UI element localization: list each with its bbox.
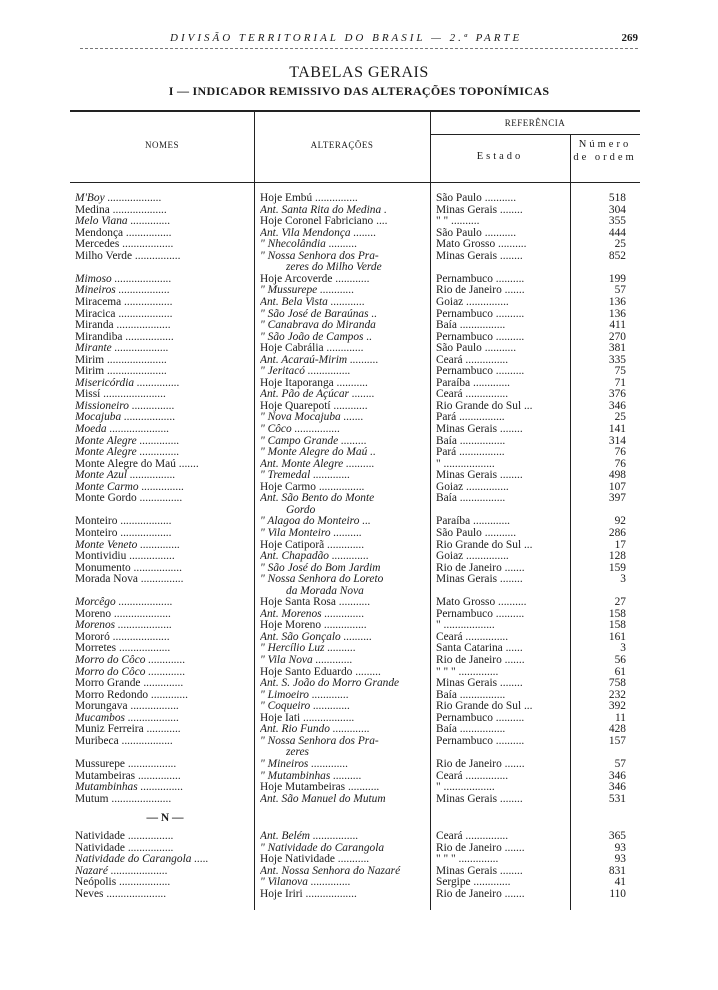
- header-numero: Número de ordem: [573, 139, 637, 163]
- row-numero: 3: [620, 573, 626, 586]
- row-name: Mutambeiras ...............: [75, 769, 181, 782]
- row-estado: " ..................: [436, 457, 495, 470]
- row-alteracao: " Mussurepe ............: [260, 284, 355, 297]
- row-estado: " " " ..............: [436, 853, 499, 866]
- row-numero: 158: [608, 619, 626, 632]
- row-numero: 411: [609, 319, 626, 332]
- row-alteracao: Ant. Santa Rita do Medina .: [260, 203, 387, 216]
- page-title: TABELAS GERAIS: [289, 64, 429, 81]
- row-alteracao: " Natividade do Carangola: [260, 841, 385, 854]
- row-estado: Minas Gerais ........: [436, 203, 523, 216]
- row-numero: 107: [608, 480, 626, 493]
- row-estado: Goiaz ...............: [436, 295, 509, 308]
- referencia-rule: [430, 134, 640, 135]
- row-name: Miranda ...................: [75, 319, 171, 332]
- row-numero: 158: [608, 607, 626, 620]
- row-alteracao: Ant. Belém ................: [260, 830, 359, 843]
- row-estado: Pernambuco ..........: [436, 307, 525, 320]
- row-name: Monte Azul ................: [75, 469, 176, 482]
- row-alteracao: " São João de Campos ..: [260, 330, 373, 343]
- row-name: Miracica ...................: [75, 307, 173, 320]
- row-estado: Rio de Janeiro .......: [436, 284, 525, 297]
- row-numero: 11: [615, 711, 626, 724]
- row-numero: 346: [608, 781, 626, 794]
- row-estado: Sergipe .............: [436, 876, 511, 889]
- row-numero: 136: [608, 295, 626, 308]
- row-estado: Minas Gerais ........: [436, 677, 523, 690]
- row-name: Morretes ..................: [75, 642, 171, 655]
- running-head-rule: [80, 48, 638, 49]
- row-numero: 56: [614, 654, 626, 666]
- row-alteracao: Hoje Iati ..................: [260, 711, 355, 724]
- row-numero: 17: [614, 538, 626, 551]
- row-numero: 365: [608, 830, 626, 843]
- row-estado: Baía ................: [436, 319, 506, 332]
- row-numero: 346: [608, 769, 626, 782]
- row-numero: 758: [608, 677, 626, 690]
- row-alteracao: Hoje Carmo ................: [260, 480, 365, 493]
- row-alteracao: Ant. São Bento do Monte: [260, 492, 375, 505]
- col-divider-1: [254, 110, 255, 910]
- row-name: Monteiro ..................: [75, 515, 172, 528]
- row-name: Montividiu ................: [75, 550, 175, 563]
- running-head-title: DIVISÃO TERRITORIAL DO BRASIL — 2.ª PARTE: [170, 32, 523, 44]
- row-name: Monte Gordo ...............: [75, 492, 183, 505]
- row-name: Missioneiro ...............: [75, 399, 175, 412]
- row-name: Mirim .....................: [75, 365, 167, 378]
- header-referencia: REFERÊNCIA: [504, 118, 566, 128]
- row-estado: Ceará ...............: [436, 830, 509, 843]
- row-numero: 93: [614, 841, 626, 854]
- row-numero: 498: [608, 469, 626, 482]
- row-name: Morro Grande ..............: [75, 677, 184, 690]
- row-name: Monteiro ..................: [75, 526, 172, 539]
- row-name: Nazaré ....................: [75, 864, 168, 877]
- row-numero: 355: [608, 215, 626, 228]
- row-alteracao: " Campo Grande .........: [260, 434, 367, 447]
- row-name: Natividade ................: [75, 841, 174, 854]
- row-name: Monte Alegre do Maú .......: [75, 457, 199, 470]
- row-alteracao: " Canabrava do Miranda: [260, 319, 376, 332]
- row-estado: São Paulo ...........: [436, 226, 517, 239]
- row-numero: 61: [614, 665, 626, 678]
- row-name: Monte Alegre ..............: [75, 434, 180, 447]
- row-estado: Minas Gerais ........: [436, 249, 523, 262]
- row-name: Mocajuba ..................: [75, 411, 176, 424]
- page-subtitle: I — INDICADOR REMISSIVO DAS ALTERAÇÕES TOPONÍMICAS: [168, 84, 550, 98]
- header-alteracoes: ALTERAÇÕES: [310, 140, 374, 150]
- row-numero: 852: [608, 249, 626, 262]
- row-alteracao: Ant. S. João do Morro Grande: [260, 677, 400, 690]
- row-name: Mendonça ................: [75, 226, 172, 239]
- row-numero: 518: [608, 192, 626, 204]
- row-alteracao: Hoje Quarepotí ............: [260, 399, 368, 412]
- row-numero: 346: [608, 399, 626, 412]
- row-name: M'Boy ...................: [75, 192, 162, 204]
- row-estado: Rio Grande do Sul ...: [436, 700, 533, 713]
- row-estado: Ceará ...............: [436, 630, 509, 643]
- row-numero: 136: [608, 307, 626, 320]
- row-alteracao: Hoje Coronel Fabriciano ....: [260, 215, 388, 228]
- row-name: Moreno ....................: [75, 607, 171, 620]
- row-estado: Pernambuco ..........: [436, 272, 525, 285]
- row-alteracao: " Vila Monteiro ..........: [260, 526, 362, 539]
- row-name: Mirandiba .................: [75, 330, 174, 343]
- row-alteracao: Ant. Pão de Açúcar ........: [260, 388, 375, 401]
- row-alteracao: Hoje Iriri ..................: [260, 887, 357, 900]
- row-name: Mutambinhas ...............: [75, 781, 184, 794]
- row-alteracao: Ant. Chapadão .............: [260, 550, 369, 563]
- row-estado: Pernambuco ..........: [436, 734, 525, 747]
- row-numero: 141: [608, 423, 626, 435]
- row-name: Moeda .....................: [75, 423, 170, 435]
- row-name: Mirim .....................: [75, 353, 167, 366]
- row-alteracao: " Nhecolândia ..........: [260, 238, 358, 251]
- row-alteracao: Ant. Nossa Senhora do Nazaré: [260, 864, 401, 877]
- row-numero: 531: [608, 792, 626, 805]
- row-estado: " ..................: [436, 781, 495, 794]
- row-alteracao: Ant. Morenos ..............: [260, 607, 365, 620]
- row-name: Natividade do Carangola .....: [75, 853, 209, 866]
- row-alteracao: " Hercílio Luz ..........: [260, 642, 356, 655]
- row-alteracao: " Monte Alegre do Maú ..: [260, 446, 376, 459]
- row-name: Mutum .....................: [75, 792, 172, 805]
- row-alteracao: " Nossa Senhora dos Pra-: [260, 734, 379, 747]
- row-estado: Minas Gerais ........: [436, 573, 523, 586]
- row-alteracao: Ant. Rio Fundo .............: [260, 723, 370, 736]
- row-numero: 92: [614, 515, 626, 528]
- row-name: Muniz Ferreira ............: [75, 723, 181, 736]
- row-estado: Rio Grande do Sul ...: [436, 538, 533, 551]
- row-numero: 76: [614, 446, 626, 459]
- row-name: Morcêgo ...................: [75, 596, 173, 609]
- row-name: Milho Verde ................: [75, 249, 181, 262]
- row-numero: 159: [608, 561, 626, 574]
- row-alteracao: Hoje Arcoverde ............: [260, 272, 370, 285]
- row-alteracao: Ant. Vila Mendonça ........: [260, 226, 377, 239]
- row-alteracao: " Mutambinhas ..........: [260, 769, 362, 782]
- row-name: Miracema .................: [75, 295, 173, 308]
- row-alteracao: " Coqueiro .............: [260, 700, 351, 713]
- row-numero: 397: [608, 492, 626, 505]
- row-estado: Rio Grande do Sul ...: [436, 399, 533, 412]
- row-estado: Minas Gerais ........: [436, 792, 523, 805]
- row-name: Monte Veneto ..............: [75, 538, 181, 551]
- row-estado: Mato Grosso ..........: [436, 238, 527, 251]
- row-alteracao: Hoje Cabrália .............: [260, 342, 364, 355]
- row-numero: 376: [608, 388, 626, 401]
- header-estado: Estado: [476, 151, 524, 162]
- row-estado: Rio de Janeiro .......: [436, 841, 525, 854]
- row-estado: Baía ................: [436, 723, 506, 736]
- row-name: Misericórdia ...............: [75, 376, 180, 389]
- row-alteracao: Hoje Catiporã .............: [260, 538, 365, 551]
- row-alteracao: " Limoeiro .............: [260, 688, 349, 701]
- running-head: [0, 30, 718, 50]
- row-estado: " ..................: [436, 619, 495, 632]
- row-numero: 381: [608, 342, 626, 355]
- row-alteracao: " Nova Mocajuba .......: [260, 411, 364, 424]
- row-estado: Ceará ...............: [436, 388, 509, 401]
- row-numero: 41: [614, 876, 626, 889]
- row-alteracao: Ant. São Manuel do Mutum: [260, 792, 386, 805]
- row-name: Mimoso ....................: [75, 272, 172, 285]
- row-numero: 831: [608, 864, 626, 877]
- row-estado: Goiaz ...............: [436, 550, 509, 563]
- row-alteracao: " Nossa Senhora do Loreto: [260, 573, 384, 586]
- row-alteracao: Hoje Embú ...............: [260, 192, 358, 204]
- row-estado: Rio de Janeiro .......: [436, 561, 525, 574]
- row-numero: 314: [608, 434, 626, 447]
- row-estado: Minas Gerais ........: [436, 469, 523, 482]
- row-alteracao: " Jeritacó ...............: [260, 365, 351, 378]
- row-numero: 128: [608, 550, 626, 563]
- row-numero: 25: [614, 411, 626, 424]
- row-name: Monte Carmo ...............: [75, 480, 185, 493]
- row-estado: Goiaz ...............: [436, 480, 509, 493]
- row-estado: São Paulo ...........: [436, 342, 517, 355]
- row-name: Morro Redondo .............: [75, 688, 188, 701]
- table-top-rule: [70, 110, 640, 112]
- row-estado: Minas Gerais ........: [436, 423, 523, 435]
- row-numero: 270: [608, 330, 626, 343]
- row-estado: " " " ..............: [436, 665, 499, 678]
- row-alteracao: Hoje Santo Eduardo .........: [260, 665, 381, 678]
- row-numero: 75: [614, 365, 626, 378]
- row-estado: Rio de Janeiro .......: [436, 757, 525, 770]
- row-numero: 27: [614, 596, 626, 609]
- row-name: Mineiros ..................: [75, 284, 170, 297]
- row-alteracao: Hoje Natividade ...........: [260, 853, 370, 866]
- row-alteracao: " Alagoa do Monteiro ...: [260, 515, 371, 528]
- row-name: Morro do Côco .............: [75, 665, 186, 678]
- row-name: Morenos ...................: [75, 619, 173, 632]
- row-name: Medina ...................: [75, 203, 167, 216]
- row-estado: Minas Gerais ........: [436, 864, 523, 877]
- row-numero: 232: [608, 688, 626, 701]
- row-estado: Paraíba .............: [436, 515, 511, 528]
- row-alteracao: Hoje Santa Rosa ...........: [260, 596, 371, 609]
- row-estado: São Paulo ...........: [436, 526, 517, 539]
- row-numero: 199: [608, 272, 626, 285]
- row-numero: 157: [608, 734, 626, 747]
- row-numero: 57: [614, 284, 626, 297]
- row-name: Mororó ....................: [75, 630, 170, 643]
- row-estado: " " ..........: [436, 215, 480, 228]
- row-name: Neópolis ..................: [75, 876, 171, 889]
- row-name: Melo Viana ..............: [75, 215, 171, 228]
- header-bottom-rule: [70, 182, 640, 183]
- row-alteracao: " Tremedal .............: [260, 469, 351, 482]
- row-alteracao: Ant. Bela Vista ............: [260, 295, 365, 308]
- row-name: Muribeca ..................: [75, 734, 173, 747]
- row-numero: 110: [609, 887, 626, 900]
- row-estado: Rio de Janeiro .......: [436, 654, 525, 666]
- row-alteracao: " Côco ................: [260, 423, 341, 435]
- row-estado: Baía ................: [436, 434, 506, 447]
- row-name: Neves .....................: [75, 887, 167, 900]
- row-estado: Pernambuco ..........: [436, 711, 525, 724]
- row-alteracao: Ant. Monte Alegre ..........: [260, 457, 375, 470]
- row-alteracao: da Morada Nova: [286, 584, 364, 597]
- row-numero: 93: [614, 853, 626, 866]
- row-estado: Pará ................: [436, 411, 505, 424]
- row-estado: Mato Grosso ..........: [436, 596, 527, 609]
- row-numero: 444: [608, 226, 626, 239]
- row-alteracao: " Nossa Senhora dos Pra-: [260, 249, 379, 262]
- row-estado: Pará ................: [436, 446, 505, 459]
- row-name: Mercedes ..................: [75, 238, 174, 251]
- row-numero: 71: [614, 376, 626, 389]
- col-divider-2: [430, 110, 431, 910]
- row-numero: 161: [608, 630, 626, 643]
- row-estado: Ceará ...............: [436, 769, 509, 782]
- row-name: Morungava .................: [75, 700, 179, 713]
- row-numero: 286: [608, 526, 626, 539]
- row-estado: Ceará ...............: [436, 353, 509, 366]
- row-alteracao: Ant. São Gonçalo ..........: [260, 630, 372, 643]
- row-name: Monumento .................: [75, 561, 182, 574]
- row-alteracao: Hoje Itaporanga ...........: [260, 376, 368, 389]
- row-numero: 3: [620, 642, 626, 655]
- row-estado: Pernambuco ..........: [436, 330, 525, 343]
- row-name: Mussurepe .................: [75, 757, 177, 770]
- row-name: Mirante ...................: [75, 342, 169, 355]
- row-estado: São Paulo ...........: [436, 192, 517, 204]
- row-alteracao: zeres do Milho Verde: [286, 261, 382, 274]
- row-name: Missí ......................: [75, 388, 166, 401]
- row-alteracao: " São José de Baraúnas ..: [260, 307, 378, 320]
- section-separator-n: — N —: [146, 812, 184, 825]
- row-name: Mucambos ..................: [75, 711, 180, 724]
- row-numero: 392: [608, 700, 626, 713]
- row-alteracao: " Vila Nova .............: [260, 654, 353, 666]
- row-name: Morada Nova ...............: [75, 573, 184, 586]
- row-name: Morro do Côco .............: [75, 654, 186, 666]
- row-estado: Paraíba .............: [436, 376, 511, 389]
- row-numero: 57: [614, 757, 626, 770]
- row-alteracao: Ant. Acaraú-Mirim ..........: [260, 353, 379, 366]
- row-estado: Pernambuco ..........: [436, 607, 525, 620]
- row-numero: 76: [614, 457, 626, 470]
- header-nomes: NOMES: [144, 140, 179, 150]
- row-numero: 335: [608, 353, 626, 366]
- row-alteracao: Hoje Moreno ...............: [260, 619, 367, 632]
- row-name: Natividade ................: [75, 830, 174, 843]
- row-estado: Baía ................: [436, 688, 506, 701]
- row-numero: 25: [614, 238, 626, 251]
- row-alteracao: Hoje Mutambeiras ...........: [260, 781, 380, 794]
- row-alteracao: " Mineiros .............: [260, 757, 349, 770]
- row-estado: Baía ................: [436, 492, 506, 505]
- row-numero: 428: [608, 723, 626, 736]
- row-numero: 304: [608, 203, 626, 216]
- row-name: Monte Alegre ..............: [75, 446, 180, 459]
- row-alteracao: Gordo: [286, 503, 316, 516]
- row-estado: Pernambuco ..........: [436, 365, 525, 378]
- page-number: 269: [621, 32, 638, 44]
- row-alteracao: zeres: [286, 746, 309, 759]
- row-estado: Rio de Janeiro .......: [436, 887, 525, 900]
- index-table: [70, 110, 640, 910]
- row-estado: Santa Catarina ......: [436, 642, 523, 655]
- row-alteracao: " Vilanova ..............: [260, 876, 351, 889]
- row-alteracao: " São José do Bom Jardim: [260, 561, 381, 574]
